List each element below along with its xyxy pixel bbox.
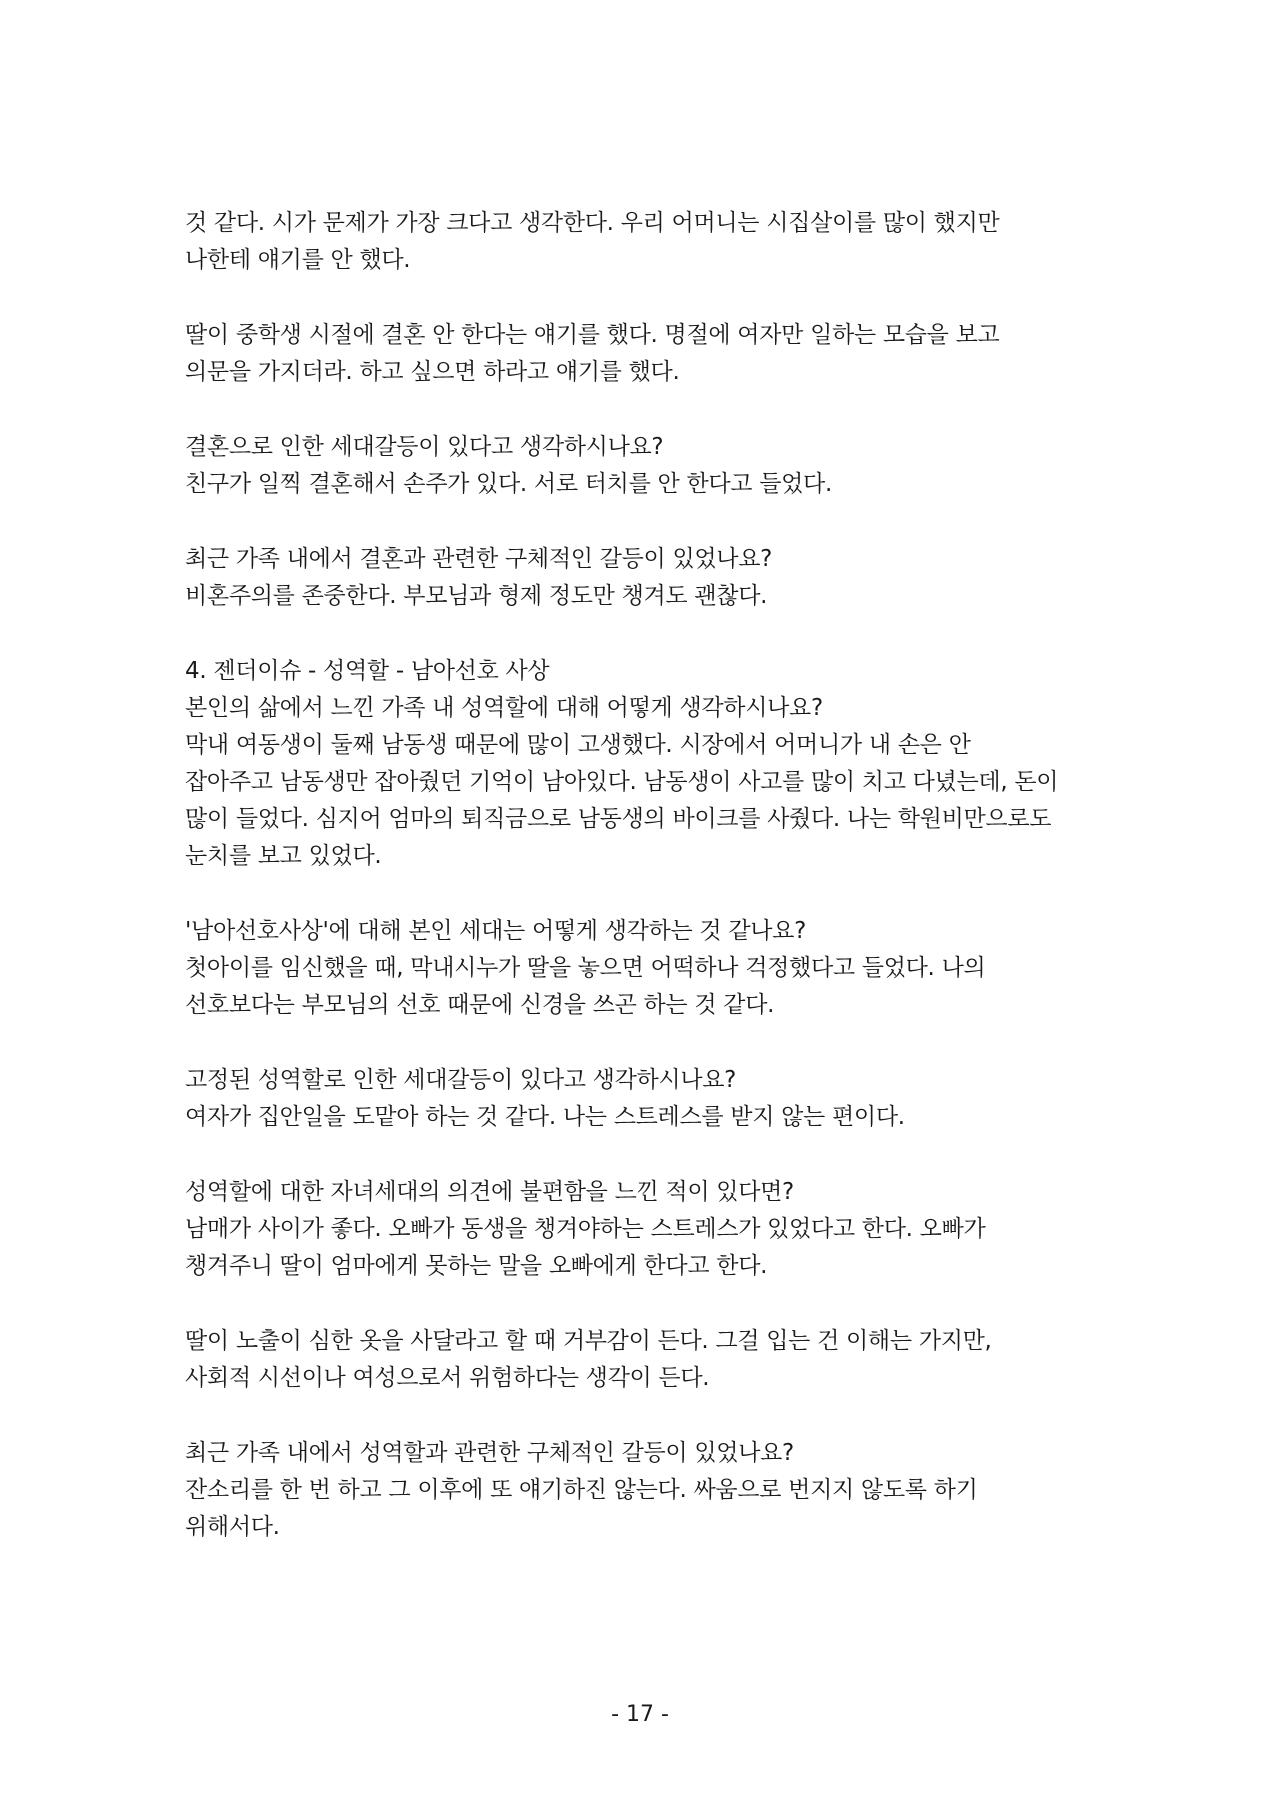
text-line: 사회적 시선이나 여성으로서 위험하다는 생각이 든다. [185, 1365, 710, 1391]
text-line: 선호보다는 부모님의 선호 때문에 신경을 쓰곤 하는 것 같다. [185, 992, 775, 1018]
paragraph [185, 1435, 1105, 1546]
paragraph [185, 1174, 1105, 1285]
text-line: 위해서다. [185, 1514, 280, 1540]
text-line: 딸이 노출이 심한 옷을 사달라고 할 때 거부감이 든다. 그걸 입는 건 이해는 가지만, [185, 1328, 992, 1354]
text-line: '남아선호사상'에 대해 본인 세대는 어떻게 생각하는 것 같나요? [185, 918, 806, 944]
paragraph [185, 541, 1105, 615]
page-number: - 17 - [611, 1702, 669, 1727]
paragraph [185, 1062, 1105, 1136]
text-line: 친구가 일찍 결혼해서 손주가 있다. 서로 터치를 안 한다고 들었다. [185, 471, 832, 497]
text-line: 의문을 가지더라. 하고 싶으면 하라고 얘기를 했다. [185, 359, 680, 385]
paragraph [185, 429, 1105, 503]
text-line: 성역할에 대한 자녀세대의 의견에 불편함을 느낀 적이 있다면? [185, 1179, 794, 1205]
text-line: 딸이 중학생 시절에 결혼 안 한다는 얘기를 했다. 명절에 여자만 일하는 모습을 보고 [185, 322, 1000, 348]
text-line: 많이 들었다. 심지어 엄마의 퇴직금으로 남동생의 바이크를 사줬다. 나는 학원비만으로도 [185, 806, 1052, 832]
text-line: 첫아이를 임신했을 때, 막내시누가 딸을 놓으면 어떡하나 걱정했다고 들었다. 나의 [185, 955, 986, 981]
text-line: 잡아주고 남동생만 잡아줬던 기억이 남아있다. 남동생이 사고를 많이 치고 다녔는데, 돈이 [185, 769, 1059, 795]
paragraph [185, 317, 1105, 391]
paragraph [185, 913, 1105, 1024]
text-line: 챙겨주니 딸이 엄마에게 못하는 말을 오빠에게 한다고 한다. [185, 1253, 768, 1279]
text-line: 잔소리를 한 번 하고 그 이후에 또 얘기하진 않는다. 싸움으로 번지지 않도록 하기 [185, 1477, 978, 1503]
text-line: 막내 여동생이 둘째 남동생 때문에 많이 고생했다. 시장에서 어머니가 내 손은 안 [185, 732, 971, 758]
text-line: 나한테 얘기를 안 했다. [185, 247, 411, 273]
text-line: 것 같다. 시가 문제가 가장 크다고 생각한다. 우리 어머니는 시집살이를 많이 했지만 [185, 210, 1000, 236]
text-line: 최근 가족 내에서 결혼과 관련한 구체적인 갈등이 있었나요? [185, 546, 773, 572]
text-line: 4. 젠더이슈 - 성역할 - 남아선호 사상 [185, 658, 550, 684]
paragraph [185, 205, 1105, 279]
text-line: 여자가 집안일을 도맡아 하는 것 같다. 나는 스트레스를 받지 않는 편이다. [185, 1104, 905, 1130]
text-line: 비혼주의를 존중한다. 부모님과 형제 정도만 챙겨도 괜찮다. [185, 583, 768, 609]
document-body [185, 205, 1105, 1584]
paragraph [185, 653, 1105, 875]
paragraph [185, 1323, 1105, 1397]
text-line: 본인의 삶에서 느낀 가족 내 성역할에 대해 어떻게 생각하시나요? [185, 695, 823, 721]
text-line: 남매가 사이가 좋다. 오빠가 동생을 챙겨야하는 스트레스가 있었다고 한다. 오빠가 [185, 1216, 986, 1242]
text-line: 최근 가족 내에서 성역할과 관련한 구체적인 갈등이 있었나요? [185, 1440, 794, 1466]
text-line: 고정된 성역할로 인한 세대갈등이 있다고 생각하시나요? [185, 1067, 737, 1093]
text-line: 결혼으로 인한 세대갈등이 있다고 생각하시나요? [185, 434, 664, 460]
text-line: 눈치를 보고 있었다. [185, 843, 382, 869]
